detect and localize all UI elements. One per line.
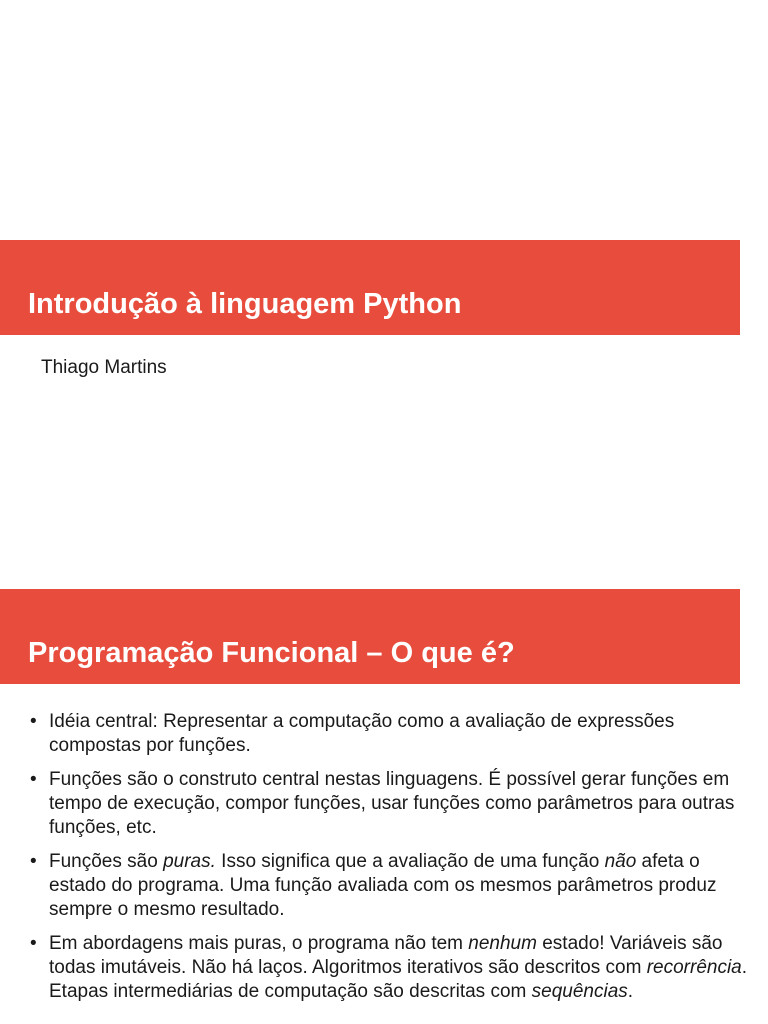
bullet-text-part: Funções são [49,851,164,872]
bullet-icon: • [30,769,37,790]
presentation-title: Introdução à linguagem Python [28,288,462,320]
slide-heading: Programação Funcional – O que é? [28,637,515,669]
bullet-text-part: . [627,981,634,1002]
bullet-item [28,850,753,922]
bullet-emphasis: não [604,851,637,872]
bullet-item [28,932,753,1004]
bullet-emphasis: nenhum [468,933,537,954]
bullet-icon: • [30,933,37,954]
slide-functional-programming [0,589,748,1024]
bullet-item [28,710,753,758]
bullet-icon: • [30,711,37,732]
bullet-text: Funções são o construto central nestas linguagens. É possível gerar funções em tempo de execução, compor funções, usar funções como parâmetros para outras funções, etc. [49,769,735,838]
bullet-list [28,710,753,1014]
bullet-icon: • [30,851,37,872]
bullet-text-part: . Etapas intermediárias de computação são descritas com [49,957,748,1002]
bullet-emphasis: puras. [163,851,216,872]
author-name: Thiago Martins [41,357,167,378]
bullet-item [28,768,753,840]
bullet-text-part: Em abordagens mais puras, o programa não tem [49,933,469,954]
bullet-emphasis: recorrência [646,957,742,978]
bullet-text: Idéia central: Representar a computação como a avaliação de expressões compostas por funções. [49,711,675,756]
bullet-text-part: Isso significa que a avaliação de uma função [215,851,605,872]
bullet-text-part: estado! Variáveis são todas imutáveis. Não há laços. Algoritmos iterativos são descritos com [49,933,723,978]
bullet-text-part: afeta o estado do programa. Uma função avaliada com os mesmos parâmetros produz sempre o mesmo resultado. [49,851,717,920]
title-band [0,240,740,335]
title-band [0,589,740,684]
bullet-emphasis: sequências [531,981,628,1002]
